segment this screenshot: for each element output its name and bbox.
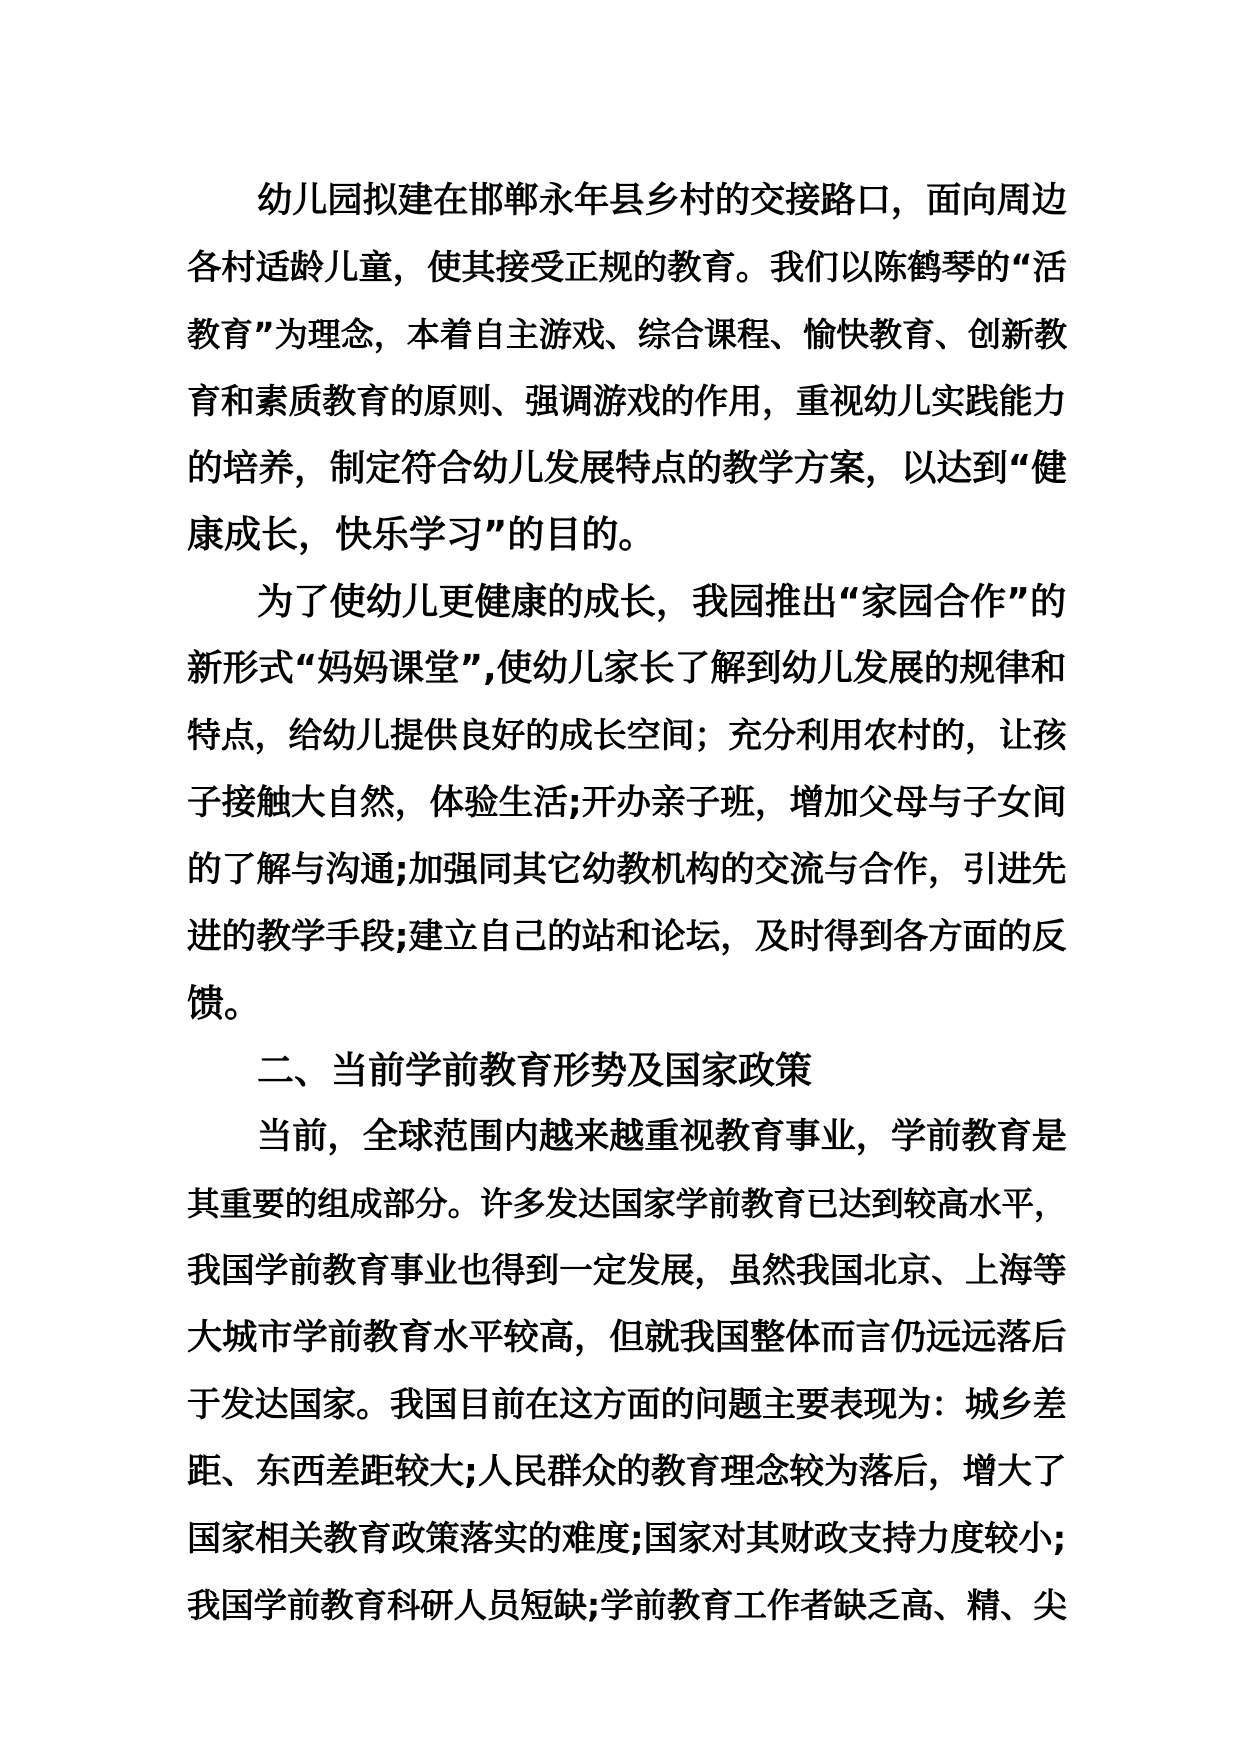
text-line: 国家相关教育政策落实的难度;国家对其财政支持力度较小; — [187, 1518, 1067, 1559]
text-line: 距、东西差距较大;人民群众的教育理念较为落后，增大了 — [187, 1451, 1067, 1492]
text-line: 我国学前教育科研人员短缺;学前教育工作者缺乏高、精、尖 — [187, 1585, 1067, 1625]
section-heading: 二、当前学前教育形势及国家政策 — [257, 1048, 812, 1092]
text-line: 的了解与沟通;加强同其它幼教机构的交流与合作，引进先 — [187, 849, 1067, 890]
text-line: 教育”为理念，本着自主游戏、综合课程、愉快教育、创新教 — [187, 314, 1068, 354]
text-line: 为了使幼儿更健康的成长，我园推出“家园合作”的 — [257, 580, 1067, 624]
text-line: 育和素质教育的原则、强调游戏的作用，重视幼儿实践能力 — [187, 381, 1067, 421]
paragraph-mother-class — [187, 569, 1067, 1037]
text-line: 特点，给幼儿提供良好的成长空间；充分利用农村的，让孩 — [187, 716, 1067, 756]
text-line: 馈。 — [187, 981, 261, 1025]
document-body — [187, 168, 1067, 1640]
paragraph-intro — [187, 168, 1067, 569]
text-line: 新形式“妈妈课堂”,使幼儿家长了解到幼儿发展的规律和 — [187, 648, 1067, 690]
text-line: 其重要的组成部分。许多发达国家学前教育已达到较高水平， — [187, 1185, 1067, 1224]
text-line: 当前，全球范围内越来越重视教育事业，学前教育是 — [257, 1116, 1068, 1158]
text-line: 康成长，快乐学习”的目的。 — [187, 513, 656, 557]
paragraph-current-situation — [187, 1104, 1067, 1639]
text-line: 大城市学前教育水平较高，但就我国整体而言仍远远落后 — [187, 1317, 1067, 1359]
text-line: 进的教学手段;建立自己的站和论坛，及时得到各方面的反 — [187, 916, 1067, 957]
text-line: 子接触大自然，体验生活;开办亲子班，增加父母与子女间 — [187, 783, 1067, 824]
text-line: 我国学前教育事业也得到一定发展，虽然我国北京、上海等 — [187, 1251, 1067, 1291]
text-line: 于发达国家。我国目前在这方面的问题主要表现为：城乡差 — [187, 1385, 1067, 1425]
text-line: 幼儿园拟建在邯郸永年县乡村的交接路口，面向周边 — [257, 180, 1068, 221]
text-line: 各村适龄儿童，使其接受正规的教育。我们以陈鹤琴的“活 — [187, 247, 1067, 288]
text-line: 的培养，制定符合幼儿发展特点的教学方案，以达到“健 — [187, 447, 1067, 489]
